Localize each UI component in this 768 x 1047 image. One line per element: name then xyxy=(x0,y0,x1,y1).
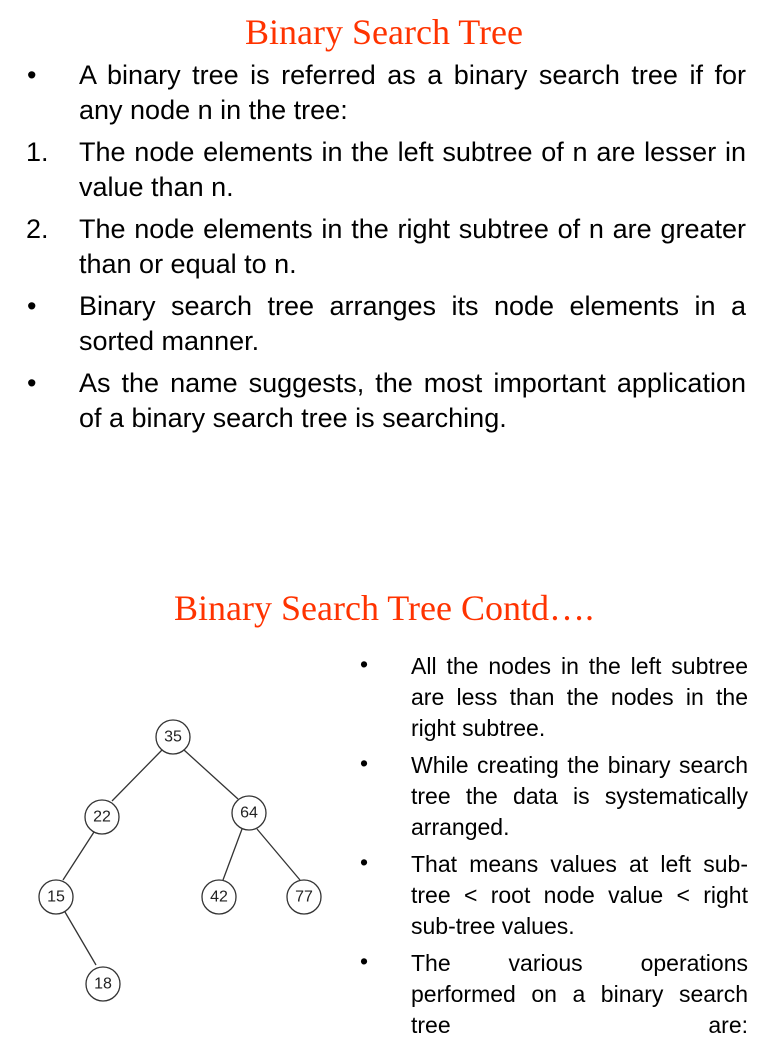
bullet-list xyxy=(0,58,768,443)
list-item-text: The node elements in the left subtree of n are lesser in value than n. xyxy=(79,137,746,202)
list-item-text: That means values at left sub-tree < root node value < right sub-tree values. xyxy=(411,851,748,939)
bullet-list xyxy=(352,651,748,1047)
list-item-text: While creating the binary search tree the data is systematically arranged. xyxy=(411,752,748,840)
slide-title: Binary Search Tree Contd…. xyxy=(174,588,594,628)
list-item xyxy=(0,289,768,359)
slide-title: Binary Search Tree xyxy=(245,12,523,52)
list-item-text: The various operations performed on a binary search tree are: xyxy=(411,950,748,1038)
number-marker: 1. xyxy=(26,137,49,167)
list-item xyxy=(352,849,748,942)
bullet-marker: • xyxy=(360,849,369,875)
tree-edge xyxy=(223,829,242,880)
list-item xyxy=(0,135,768,205)
list-item xyxy=(0,212,768,282)
list-item-text: The node elements in the right subtree of n are greater than or equal to n. xyxy=(79,214,746,279)
bullet-marker: • xyxy=(27,60,37,90)
binary-search-tree-diagram xyxy=(0,700,340,1020)
list-item xyxy=(352,948,748,1041)
tree-edge xyxy=(257,829,300,880)
tree-node-label: 18 xyxy=(94,975,112,993)
list-item xyxy=(352,651,748,744)
bullet-marker: • xyxy=(360,948,369,974)
list-item xyxy=(352,750,748,843)
list-item xyxy=(0,58,768,128)
tree-edge xyxy=(112,750,162,801)
tree-edge xyxy=(63,832,94,880)
list-item-text: As the name suggests, the most important application of a binary search tree is searching. xyxy=(79,368,746,433)
tree-node-label: 15 xyxy=(47,888,65,906)
bullet-marker: • xyxy=(360,651,369,677)
list-item xyxy=(0,366,768,436)
number-marker: 2. xyxy=(26,214,49,244)
list-item-text: A binary tree is referred as a binary search tree if for any node n in the tree: xyxy=(79,60,746,125)
tree-node-label: 77 xyxy=(295,888,313,906)
tree-node-label: 42 xyxy=(210,888,228,906)
tree-node-label: 64 xyxy=(240,804,258,822)
list-item-text: Binary search tree arranges its node elements in a sorted manner. xyxy=(79,291,746,356)
tree-edge xyxy=(65,912,96,965)
bullet-marker: • xyxy=(27,291,37,321)
bullet-marker: • xyxy=(360,750,369,776)
tree-node-label: 22 xyxy=(93,808,111,826)
list-item-text: All the nodes in the left subtree are less than the nodes in the right subtree. xyxy=(411,653,748,741)
tree-node-label: 35 xyxy=(164,728,182,746)
bullet-marker: • xyxy=(27,368,37,398)
tree-edge xyxy=(184,750,238,799)
